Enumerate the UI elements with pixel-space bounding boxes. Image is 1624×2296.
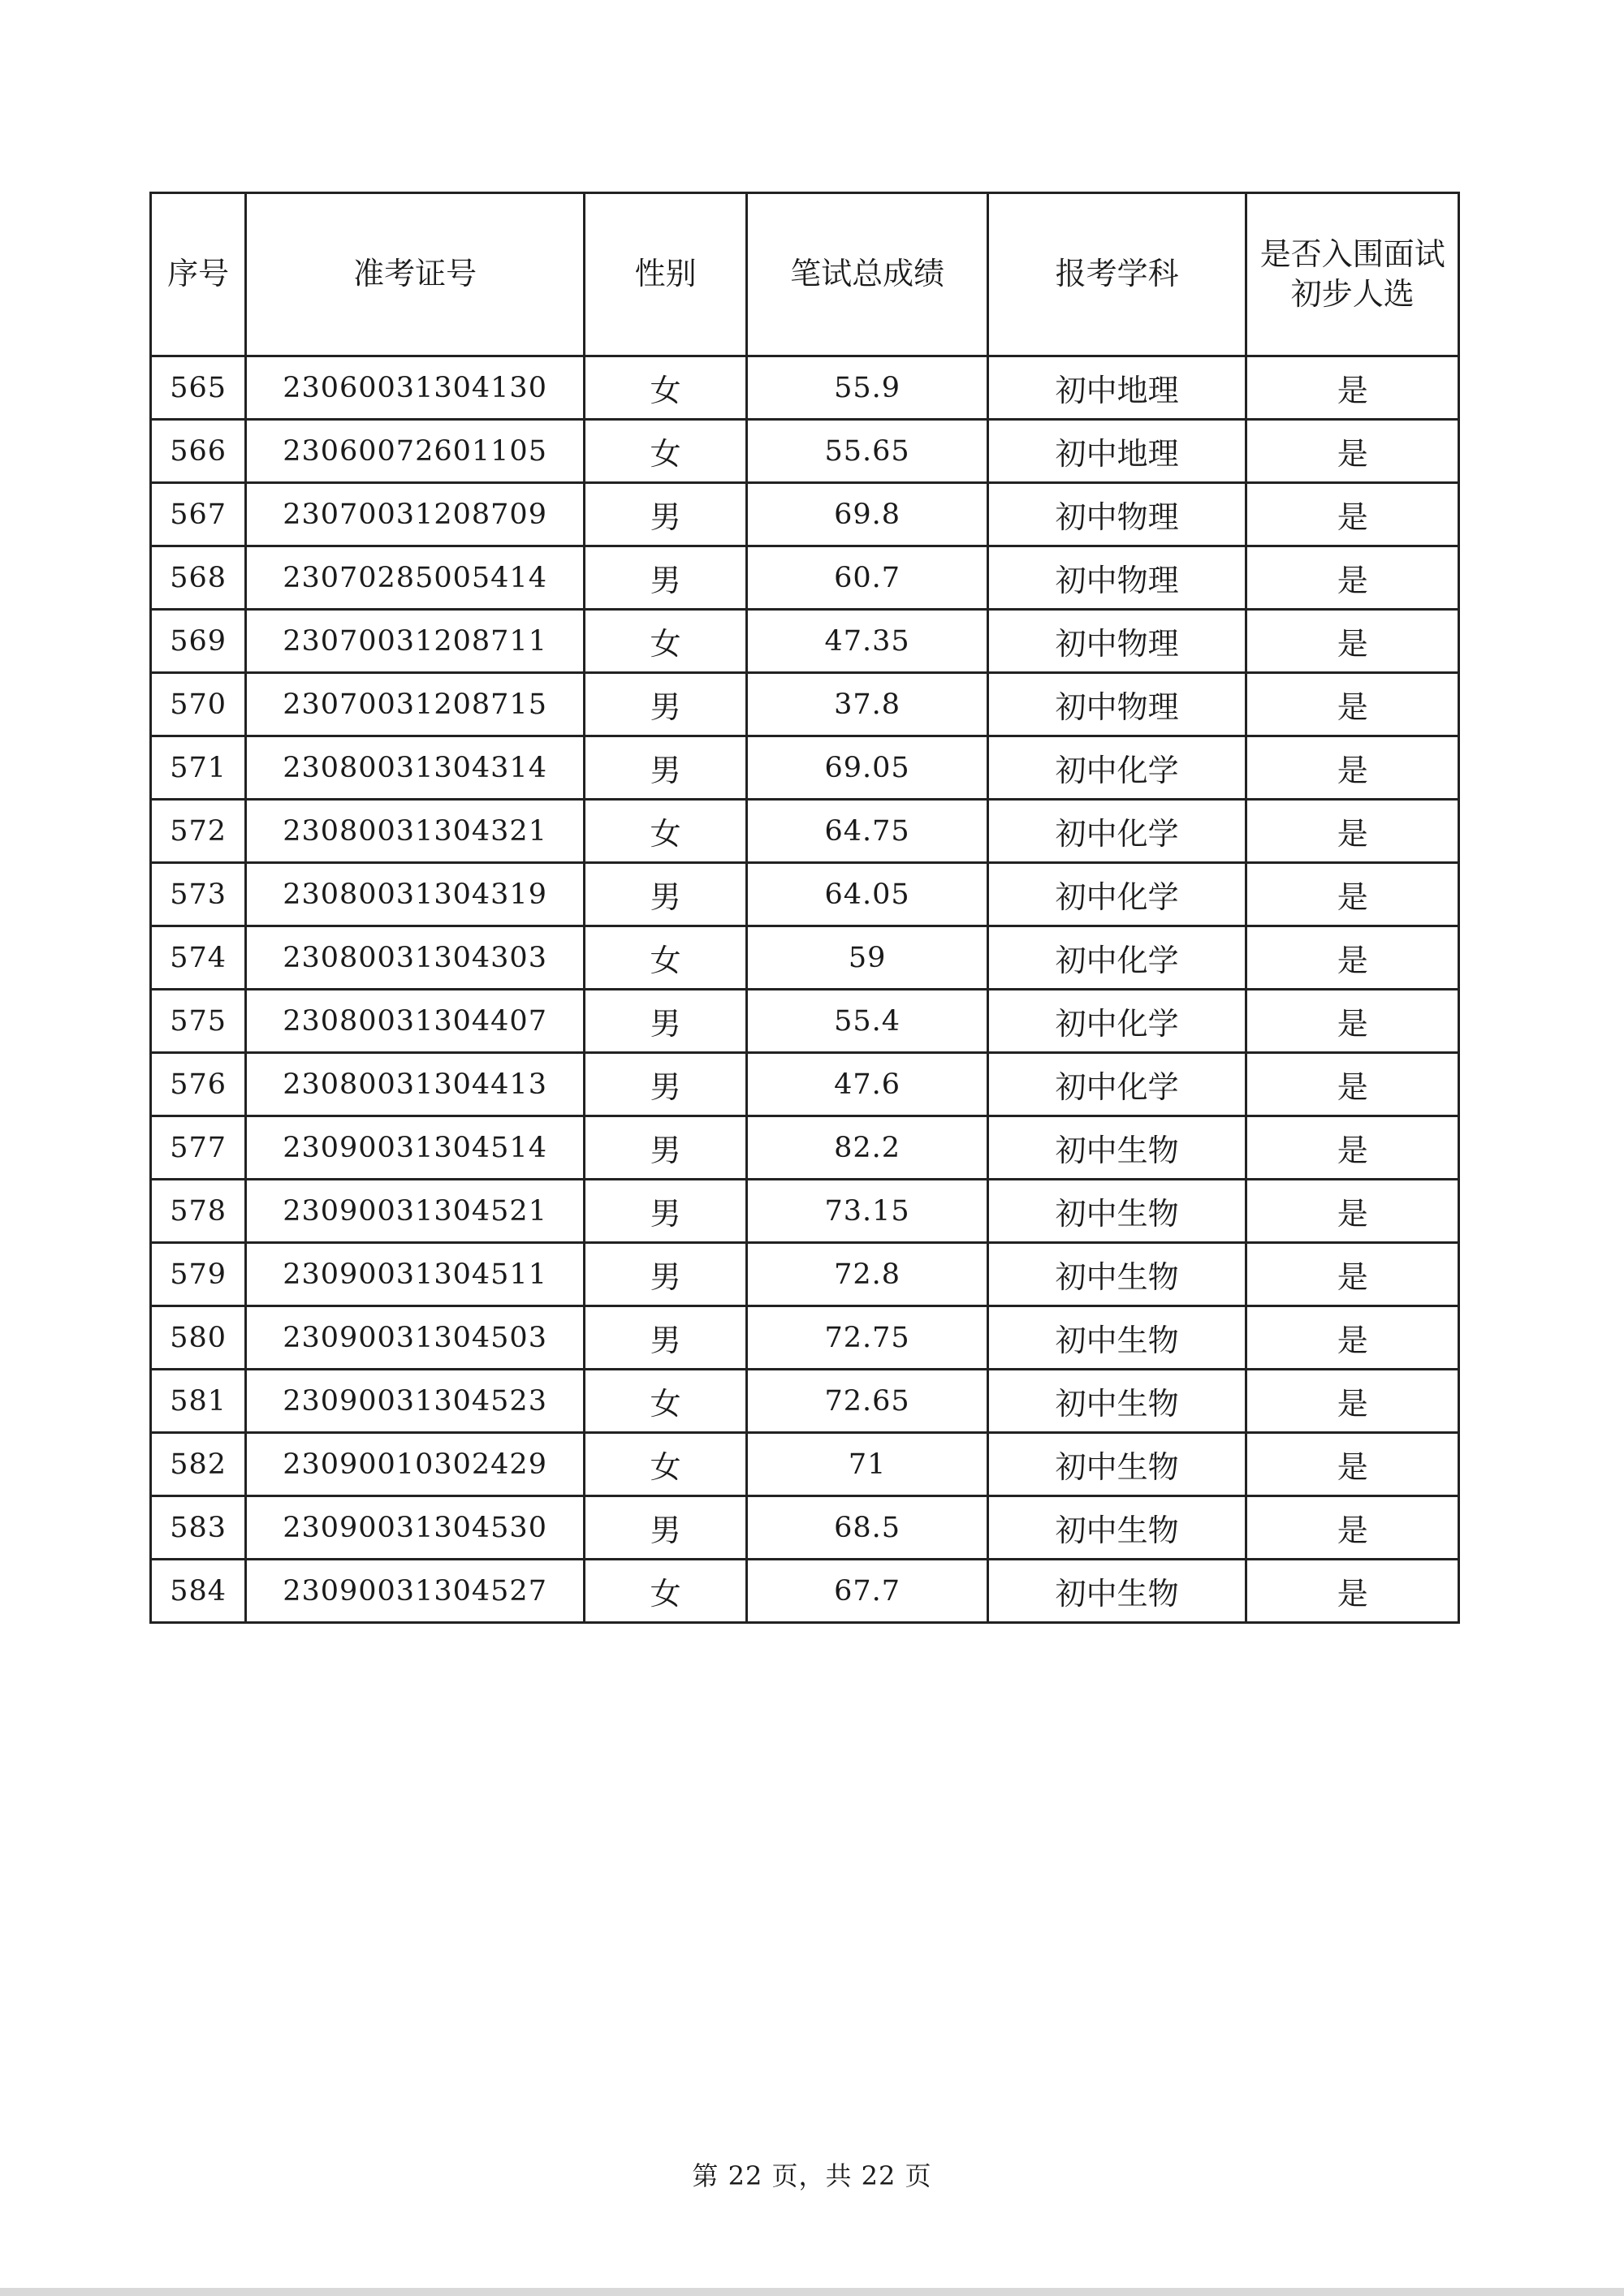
cell-interview-shortlist: 是 — [1246, 1370, 1459, 1433]
cell-exam-id: 23090031304521 — [246, 1180, 585, 1243]
cell-interview-shortlist: 是 — [1246, 420, 1459, 483]
cell-subject: 初中化学 — [987, 736, 1246, 800]
cell-subject: 初中生物 — [987, 1306, 1246, 1370]
cell-seq: 567 — [151, 483, 246, 546]
table-row — [151, 1180, 1459, 1243]
cell-seq: 571 — [151, 736, 246, 800]
cell-exam-id: 23080031304319 — [246, 863, 585, 926]
header-total-score: 笔试总成绩 — [747, 193, 988, 356]
cell-interview-shortlist: 是 — [1246, 1433, 1459, 1496]
cell-gender: 女 — [584, 1370, 746, 1433]
cell-total-score: 67.7 — [747, 1560, 988, 1623]
table-row — [151, 483, 1459, 546]
cell-exam-id: 23080031304407 — [246, 990, 585, 1053]
cell-exam-id: 23090031304530 — [246, 1496, 585, 1560]
cell-gender: 男 — [584, 1116, 746, 1180]
cell-gender: 女 — [584, 1433, 746, 1496]
cell-gender: 男 — [584, 863, 746, 926]
cell-subject: 初中生物 — [987, 1560, 1246, 1623]
table-body — [151, 356, 1459, 1623]
cell-seq: 572 — [151, 800, 246, 863]
cell-total-score: 73.15 — [747, 1180, 988, 1243]
cell-interview-shortlist: 是 — [1246, 926, 1459, 990]
cell-exam-id: 23090031304511 — [246, 1243, 585, 1306]
cell-seq: 578 — [151, 1180, 246, 1243]
cell-exam-id: 23070285005414 — [246, 546, 585, 610]
cell-total-score: 55.4 — [747, 990, 988, 1053]
table-row — [151, 1496, 1459, 1560]
cell-subject: 初中地理 — [987, 420, 1246, 483]
cell-seq: 579 — [151, 1243, 246, 1306]
cell-subject: 初中化学 — [987, 1053, 1246, 1116]
cell-interview-shortlist: 是 — [1246, 673, 1459, 736]
cell-subject: 初中生物 — [987, 1116, 1246, 1180]
cell-total-score: 47.6 — [747, 1053, 988, 1116]
cell-subject: 初中生物 — [987, 1180, 1246, 1243]
table-row — [151, 1370, 1459, 1433]
cell-total-score: 69.8 — [747, 483, 988, 546]
cell-total-score: 55.65 — [747, 420, 988, 483]
cell-gender: 男 — [584, 673, 746, 736]
cell-interview-shortlist: 是 — [1246, 736, 1459, 800]
cell-gender: 男 — [584, 546, 746, 610]
cell-total-score: 69.05 — [747, 736, 988, 800]
cell-seq: 574 — [151, 926, 246, 990]
header-subject: 报考学科 — [987, 193, 1246, 356]
cell-total-score: 59 — [747, 926, 988, 990]
cell-subject: 初中物理 — [987, 546, 1246, 610]
table-row — [151, 1243, 1459, 1306]
cell-gender: 女 — [584, 1560, 746, 1623]
cell-seq: 575 — [151, 990, 246, 1053]
cell-exam-id: 23090031304527 — [246, 1560, 585, 1623]
table-row — [151, 610, 1459, 673]
cell-seq: 581 — [151, 1370, 246, 1433]
cell-subject: 初中化学 — [987, 990, 1246, 1053]
cell-exam-id: 23080031304303 — [246, 926, 585, 990]
cell-interview-shortlist: 是 — [1246, 546, 1459, 610]
table-row — [151, 990, 1459, 1053]
cell-subject: 初中生物 — [987, 1496, 1246, 1560]
cell-gender: 男 — [584, 1306, 746, 1370]
cell-subject: 初中物理 — [987, 483, 1246, 546]
cell-gender: 男 — [584, 990, 746, 1053]
cell-seq: 580 — [151, 1306, 246, 1370]
cell-seq: 583 — [151, 1496, 246, 1560]
cell-subject: 初中生物 — [987, 1433, 1246, 1496]
table-row — [151, 420, 1459, 483]
cell-interview-shortlist: 是 — [1246, 1243, 1459, 1306]
cell-seq: 565 — [151, 356, 246, 420]
cell-total-score: 37.8 — [747, 673, 988, 736]
cell-seq: 582 — [151, 1433, 246, 1496]
table-header-row — [151, 193, 1459, 356]
cell-interview-shortlist: 是 — [1246, 610, 1459, 673]
cell-subject: 初中物理 — [987, 610, 1246, 673]
cell-total-score: 82.2 — [747, 1116, 988, 1180]
cell-interview-shortlist: 是 — [1246, 1306, 1459, 1370]
table-row — [151, 863, 1459, 926]
cell-exam-id: 23090031304503 — [246, 1306, 585, 1370]
cell-exam-id: 23070031208715 — [246, 673, 585, 736]
cell-subject: 初中化学 — [987, 800, 1246, 863]
table-row — [151, 736, 1459, 800]
table-row — [151, 1116, 1459, 1180]
cell-seq: 570 — [151, 673, 246, 736]
table-row — [151, 673, 1459, 736]
table-row — [151, 800, 1459, 863]
cell-exam-id: 23080031304321 — [246, 800, 585, 863]
cell-exam-id: 23090010302429 — [246, 1433, 585, 1496]
cell-gender: 女 — [584, 800, 746, 863]
cell-subject: 初中生物 — [987, 1243, 1246, 1306]
table-row — [151, 356, 1459, 420]
cell-total-score: 71 — [747, 1433, 988, 1496]
table-row — [151, 546, 1459, 610]
table-row — [151, 1433, 1459, 1496]
cell-subject: 初中化学 — [987, 863, 1246, 926]
cell-seq: 568 — [151, 546, 246, 610]
cell-gender: 男 — [584, 736, 746, 800]
cell-exam-id: 23060031304130 — [246, 356, 585, 420]
cell-seq: 566 — [151, 420, 246, 483]
cell-exam-id: 23080031304413 — [246, 1053, 585, 1116]
cell-exam-id: 23090031304523 — [246, 1370, 585, 1433]
cell-total-score: 72.65 — [747, 1370, 988, 1433]
header-interview-shortlist: 是否入围面试初步人选 — [1246, 193, 1459, 356]
cell-interview-shortlist: 是 — [1246, 1496, 1459, 1560]
table-row — [151, 1053, 1459, 1116]
cell-exam-id: 23090031304514 — [246, 1116, 585, 1180]
cell-exam-id: 23060072601105 — [246, 420, 585, 483]
cell-total-score: 72.75 — [747, 1306, 988, 1370]
table-row — [151, 1306, 1459, 1370]
header-gender: 性别 — [584, 193, 746, 356]
cell-gender: 女 — [584, 610, 746, 673]
cell-gender: 男 — [584, 1053, 746, 1116]
cell-interview-shortlist: 是 — [1246, 1560, 1459, 1623]
header-seq: 序号 — [151, 193, 246, 356]
cell-exam-id: 23080031304314 — [246, 736, 585, 800]
header-exam-id: 准考证号 — [246, 193, 585, 356]
cell-subject: 初中地理 — [987, 356, 1246, 420]
cell-gender: 男 — [584, 1180, 746, 1243]
cell-interview-shortlist: 是 — [1246, 1053, 1459, 1116]
cell-subject: 初中生物 — [987, 1370, 1246, 1433]
cell-seq: 576 — [151, 1053, 246, 1116]
cell-total-score: 72.8 — [747, 1243, 988, 1306]
cell-interview-shortlist: 是 — [1246, 990, 1459, 1053]
cell-subject: 初中化学 — [987, 926, 1246, 990]
cell-subject: 初中物理 — [987, 673, 1246, 736]
scan-bottom-edge — [0, 2288, 1624, 2296]
cell-interview-shortlist: 是 — [1246, 356, 1459, 420]
cell-interview-shortlist: 是 — [1246, 483, 1459, 546]
page-number: 第 22 页，共 22 页 — [692, 2160, 932, 2191]
cell-gender: 女 — [584, 926, 746, 990]
table-row — [151, 1560, 1459, 1623]
cell-total-score: 64.05 — [747, 863, 988, 926]
cell-total-score: 55.9 — [747, 356, 988, 420]
cell-interview-shortlist: 是 — [1246, 863, 1459, 926]
cell-total-score: 47.35 — [747, 610, 988, 673]
cell-gender: 男 — [584, 1496, 746, 1560]
cell-gender: 男 — [584, 1243, 746, 1306]
cell-exam-id: 23070031208711 — [246, 610, 585, 673]
cell-total-score: 60.7 — [747, 546, 988, 610]
cell-gender: 女 — [584, 356, 746, 420]
cell-interview-shortlist: 是 — [1246, 800, 1459, 863]
cell-seq: 569 — [151, 610, 246, 673]
cell-seq: 584 — [151, 1560, 246, 1623]
results-table — [149, 192, 1460, 1624]
cell-seq: 577 — [151, 1116, 246, 1180]
cell-total-score: 68.5 — [747, 1496, 988, 1560]
cell-interview-shortlist: 是 — [1246, 1180, 1459, 1243]
cell-gender: 男 — [584, 483, 746, 546]
cell-total-score: 64.75 — [747, 800, 988, 863]
cell-interview-shortlist: 是 — [1246, 1116, 1459, 1180]
cell-gender: 女 — [584, 420, 746, 483]
cell-exam-id: 23070031208709 — [246, 483, 585, 546]
cell-seq: 573 — [151, 863, 246, 926]
table-row — [151, 926, 1459, 990]
